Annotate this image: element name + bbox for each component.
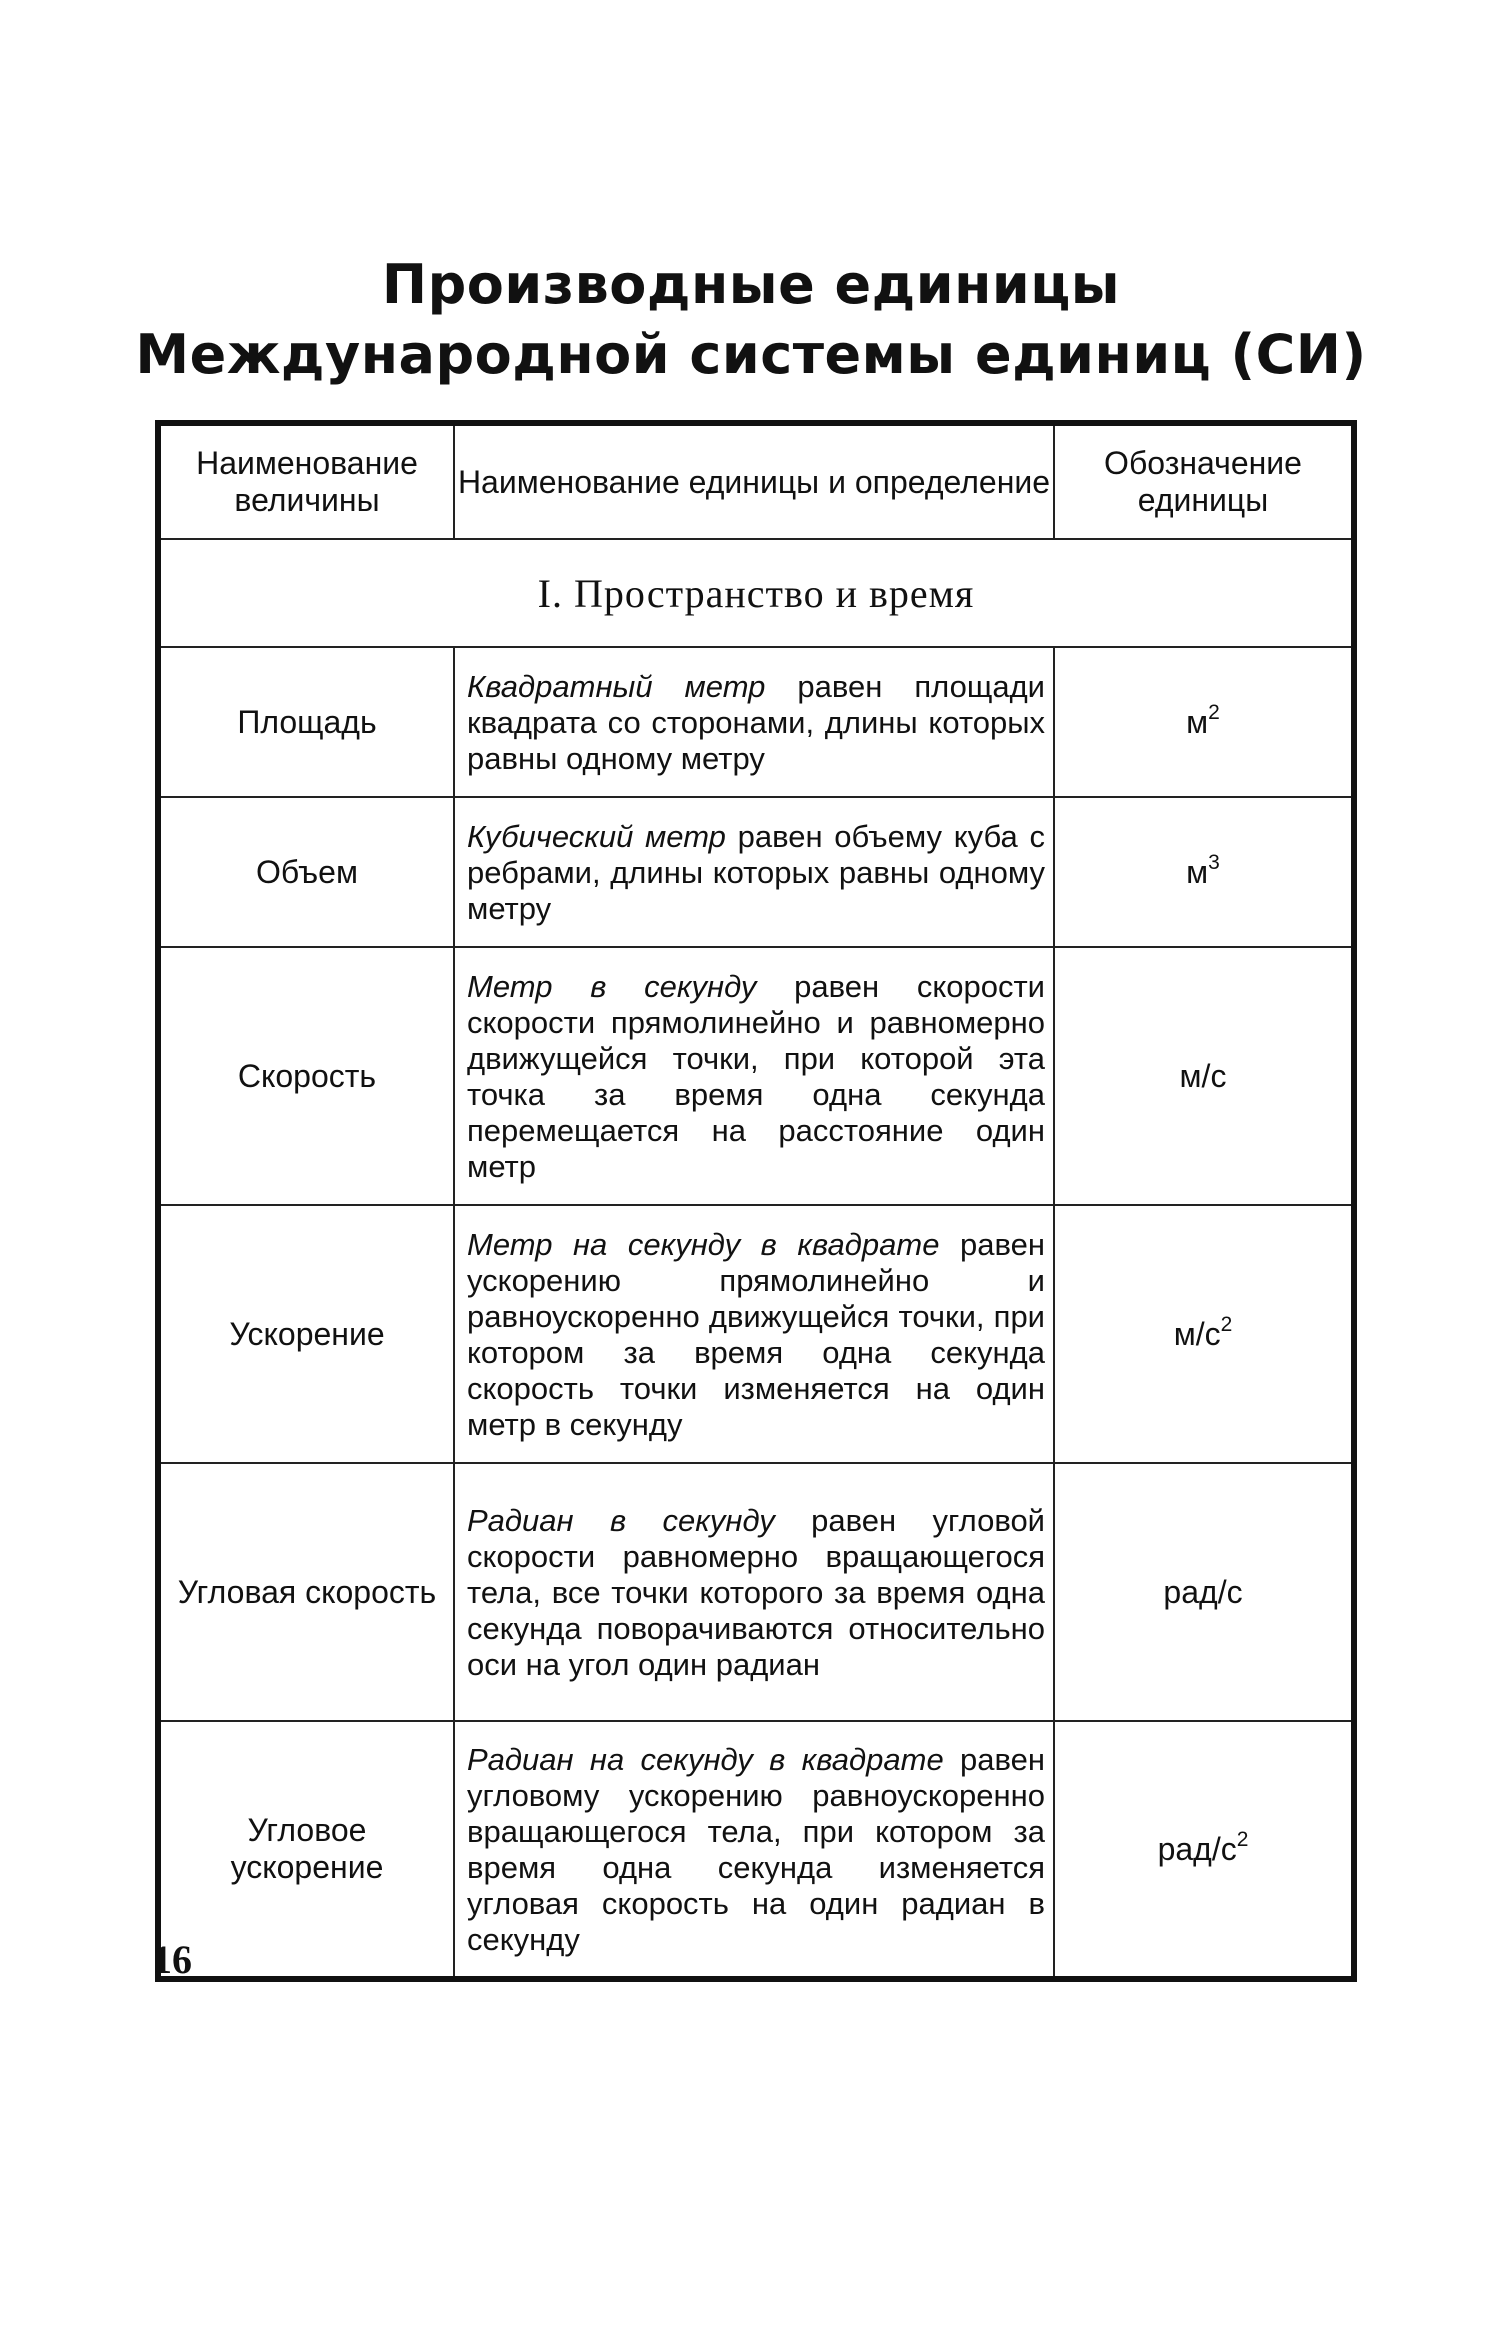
definition-text: равен объему куба с ребрами, длины которых равны одному метру [467, 819, 1046, 926]
table-row [158, 797, 1354, 947]
unit-name: Радиан на секунду в квадрате [467, 1742, 944, 1777]
unit-symbol [1054, 1721, 1354, 1979]
quantity-name: Угловое ускорение [158, 1721, 454, 1979]
quantity-name: Площадь [158, 647, 454, 797]
page-number: 16 [152, 1937, 192, 1982]
unit-symbol-exponent: 2 [1220, 1312, 1233, 1336]
header-unit-definition: Наименование единицы и определение [454, 423, 1054, 539]
page-title [0, 250, 1502, 390]
title-line-1: Производные единицы [381, 253, 1121, 316]
unit-symbol-base: рад/с [1157, 1830, 1237, 1867]
unit-name: Метр на секунду в квадрате [467, 1227, 940, 1262]
title-line-2: Международной системы единиц (СИ) [135, 323, 1367, 386]
unit-name: Кубический метр [467, 819, 726, 854]
unit-symbol [1054, 1205, 1354, 1463]
unit-symbol [1054, 647, 1354, 797]
unit-definition [454, 797, 1054, 947]
unit-symbol-base: м/с [1179, 1057, 1227, 1094]
si-derived-units-table [155, 420, 1357, 1982]
table-row [158, 1721, 1354, 1979]
definition-text: равен угловому ускорению равноускоренно вращающегося тела, при котором за время одна секунда изменяется угловая скорость на один радиан в секунду [467, 1742, 1046, 1957]
unit-definition [454, 1721, 1054, 1979]
definition-text: равен угловой скорости равномерно вращающегося тела, все точки которого за время одна секунда поворачиваются относительно оси на угол один радиан [467, 1503, 1045, 1682]
unit-symbol-exponent: 2 [1236, 1827, 1249, 1851]
unit-symbol [1054, 1463, 1354, 1721]
unit-definition [454, 647, 1054, 797]
section-title: I. Пространство и время [158, 539, 1354, 647]
section-row [158, 539, 1354, 647]
quantity-name: Угловая скорость [158, 1463, 454, 1721]
quantity-name: Объем [158, 797, 454, 947]
table-row [158, 1205, 1354, 1463]
unit-symbol [1054, 947, 1354, 1205]
header-unit-symbol: Обозначение единицы [1054, 423, 1354, 539]
quantity-name: Ускорение [158, 1205, 454, 1463]
unit-name: Метр в секунду [467, 969, 757, 1004]
definition-text: равен площади квадрата со сторонами, длины которых равны одному метру [467, 669, 1045, 776]
unit-symbol-exponent: 2 [1208, 700, 1220, 724]
table-row [158, 947, 1354, 1205]
header-quantity-name: Наименование величины [158, 423, 454, 539]
unit-definition [454, 1463, 1054, 1721]
table-row [158, 647, 1354, 797]
unit-definition [454, 947, 1054, 1205]
table-row [158, 1463, 1354, 1721]
definition-text: равен ускорению прямолинейно и равноускоренно движущейся точки, при котором за время одна секунда скорость точки изменяется на один метр в секунду [467, 1227, 1045, 1442]
definition-text: равен скорости скорости прямолинейно и равномерно движущейся точки, при которой эта точка за время одна секунда перемещается на расстояние один метр [467, 969, 1045, 1184]
quantity-name: Скорость [158, 947, 454, 1205]
table-header-row [158, 423, 1354, 539]
unit-symbol-base: м [1186, 853, 1209, 890]
unit-definition [454, 1205, 1054, 1463]
unit-symbol-base: м [1186, 703, 1209, 740]
unit-symbol-exponent: 3 [1208, 850, 1220, 874]
unit-symbol [1054, 797, 1354, 947]
unit-symbol-base: м/с [1173, 1315, 1221, 1352]
unit-name: Квадратный метр [467, 669, 766, 704]
unit-symbol-base: рад/с [1163, 1573, 1243, 1610]
unit-name: Радиан в секунду [467, 1503, 775, 1538]
